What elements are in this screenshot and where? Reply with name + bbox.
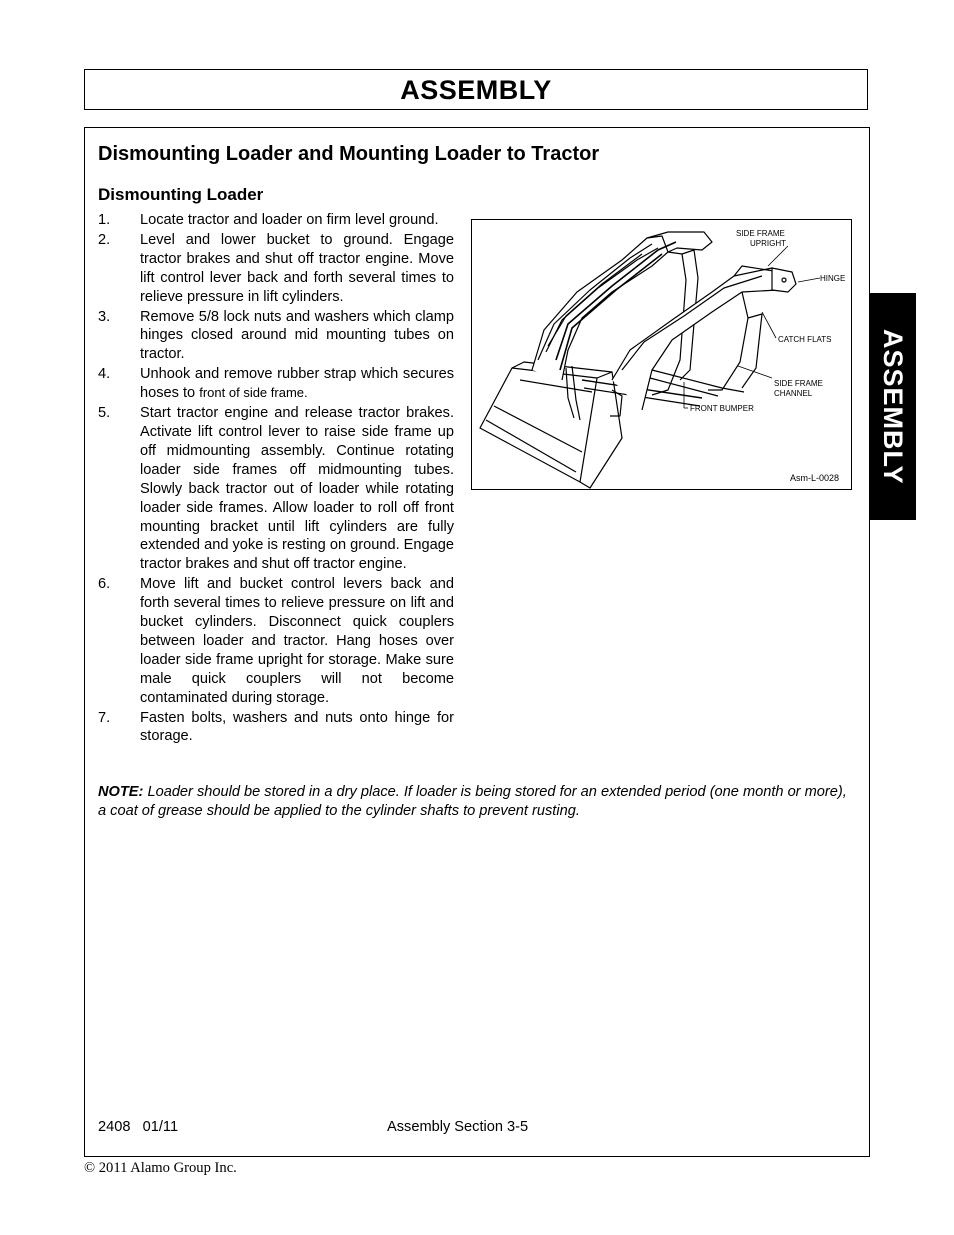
step-item bbox=[98, 709, 454, 747]
label-hinge: HINGE bbox=[820, 274, 846, 283]
step-item bbox=[98, 211, 454, 230]
step-text-wrap bbox=[140, 365, 454, 403]
loader-illustration bbox=[472, 220, 851, 489]
note-label: NOTE: bbox=[98, 784, 144, 800]
footer-section: Assembly Section 3-5 bbox=[387, 1119, 529, 1135]
step-number: 6. bbox=[98, 576, 111, 593]
side-tab-label: ASSEMBLY bbox=[878, 328, 908, 485]
figure-id: Asm-L-0028 bbox=[790, 473, 840, 483]
side-tab bbox=[869, 293, 916, 520]
step-number: 2. bbox=[98, 231, 111, 248]
step-text: Remove 5/8 lock nuts and washers which clamp hinges closed around mid mounting tubes on tractor. bbox=[140, 308, 454, 363]
step-text: Level and lower bucket to ground. Engage tractor brakes and shut off tractor engine. Move lift control lever back and forth several times to relieve pressure in lift cylinders. bbox=[140, 231, 454, 305]
step-text-small: front of side frame. bbox=[199, 385, 308, 401]
step-text: Unhook and remove rubber strap which secures hoses to bbox=[140, 366, 454, 402]
note-paragraph bbox=[98, 783, 858, 821]
step-number: 7. bbox=[98, 709, 111, 726]
step-item bbox=[98, 308, 454, 365]
steps-list bbox=[98, 211, 454, 747]
page-header-title: ASSEMBLY bbox=[400, 75, 552, 105]
step-number: 3. bbox=[98, 308, 111, 325]
label-side-frame-channel-2: CHANNEL bbox=[774, 389, 813, 398]
step-text: Locate tractor and loader on firm level ground. bbox=[140, 212, 439, 228]
section-title: Dismounting Loader and Mounting Loader to Tractor bbox=[98, 143, 600, 165]
step-item bbox=[98, 575, 454, 707]
step-item bbox=[98, 365, 454, 403]
label-front-bumper: FRONT BUMPER bbox=[690, 404, 754, 413]
footer-doc-number: 2408 01/11 bbox=[98, 1119, 179, 1135]
note-text: Loader should be stored in a dry place. If loader is being stored for an extended period (one month or more), a coat of grease should be applied to the cylinder shafts to prevent rusting. bbox=[98, 784, 847, 819]
step-item bbox=[98, 231, 454, 307]
step-text: Start tractor engine and release tractor brakes. Activate lift control lever to raise side frame up off midmounting assembly. Continue rotating loader side frames off midmounting tubes. Slowly back tractor out of loader while rotating loader side frames. Allow loader to roll off front mounting bracket until lift cylinders are fully extended and yoke is resting on ground. Engage tractor brakes and shut off tractor engine. bbox=[140, 405, 454, 573]
label-catch-flats: CATCH FLATS bbox=[778, 335, 832, 344]
header-box bbox=[84, 69, 868, 110]
step-number: 5. bbox=[98, 405, 111, 422]
copyright: © 2011 Alamo Group Inc. bbox=[84, 1160, 237, 1176]
label-side-frame-upright-2: UPRIGHT bbox=[750, 239, 786, 248]
step-number: 1. bbox=[98, 212, 111, 228]
step-text: Move lift and bucket control levers back and forth several times to relieve pressure on lift and bucket cylinders. Disconnect quick couplers between loader and tractor. Hang hoses over loader side frame upright for storage. Make sure male quick couplers will not become contaminated during storage. bbox=[140, 576, 454, 706]
step-number: 4. bbox=[98, 366, 111, 383]
label-side-frame-channel-1: SIDE FRAME bbox=[774, 379, 823, 388]
label-side-frame-upright-1: SIDE FRAME bbox=[736, 229, 785, 238]
step-text: Fasten bolts, washers and nuts onto hinge for storage. bbox=[140, 709, 454, 745]
subsection-title: Dismounting Loader bbox=[98, 185, 264, 204]
step-item bbox=[98, 404, 454, 574]
loader-figure bbox=[471, 219, 852, 490]
